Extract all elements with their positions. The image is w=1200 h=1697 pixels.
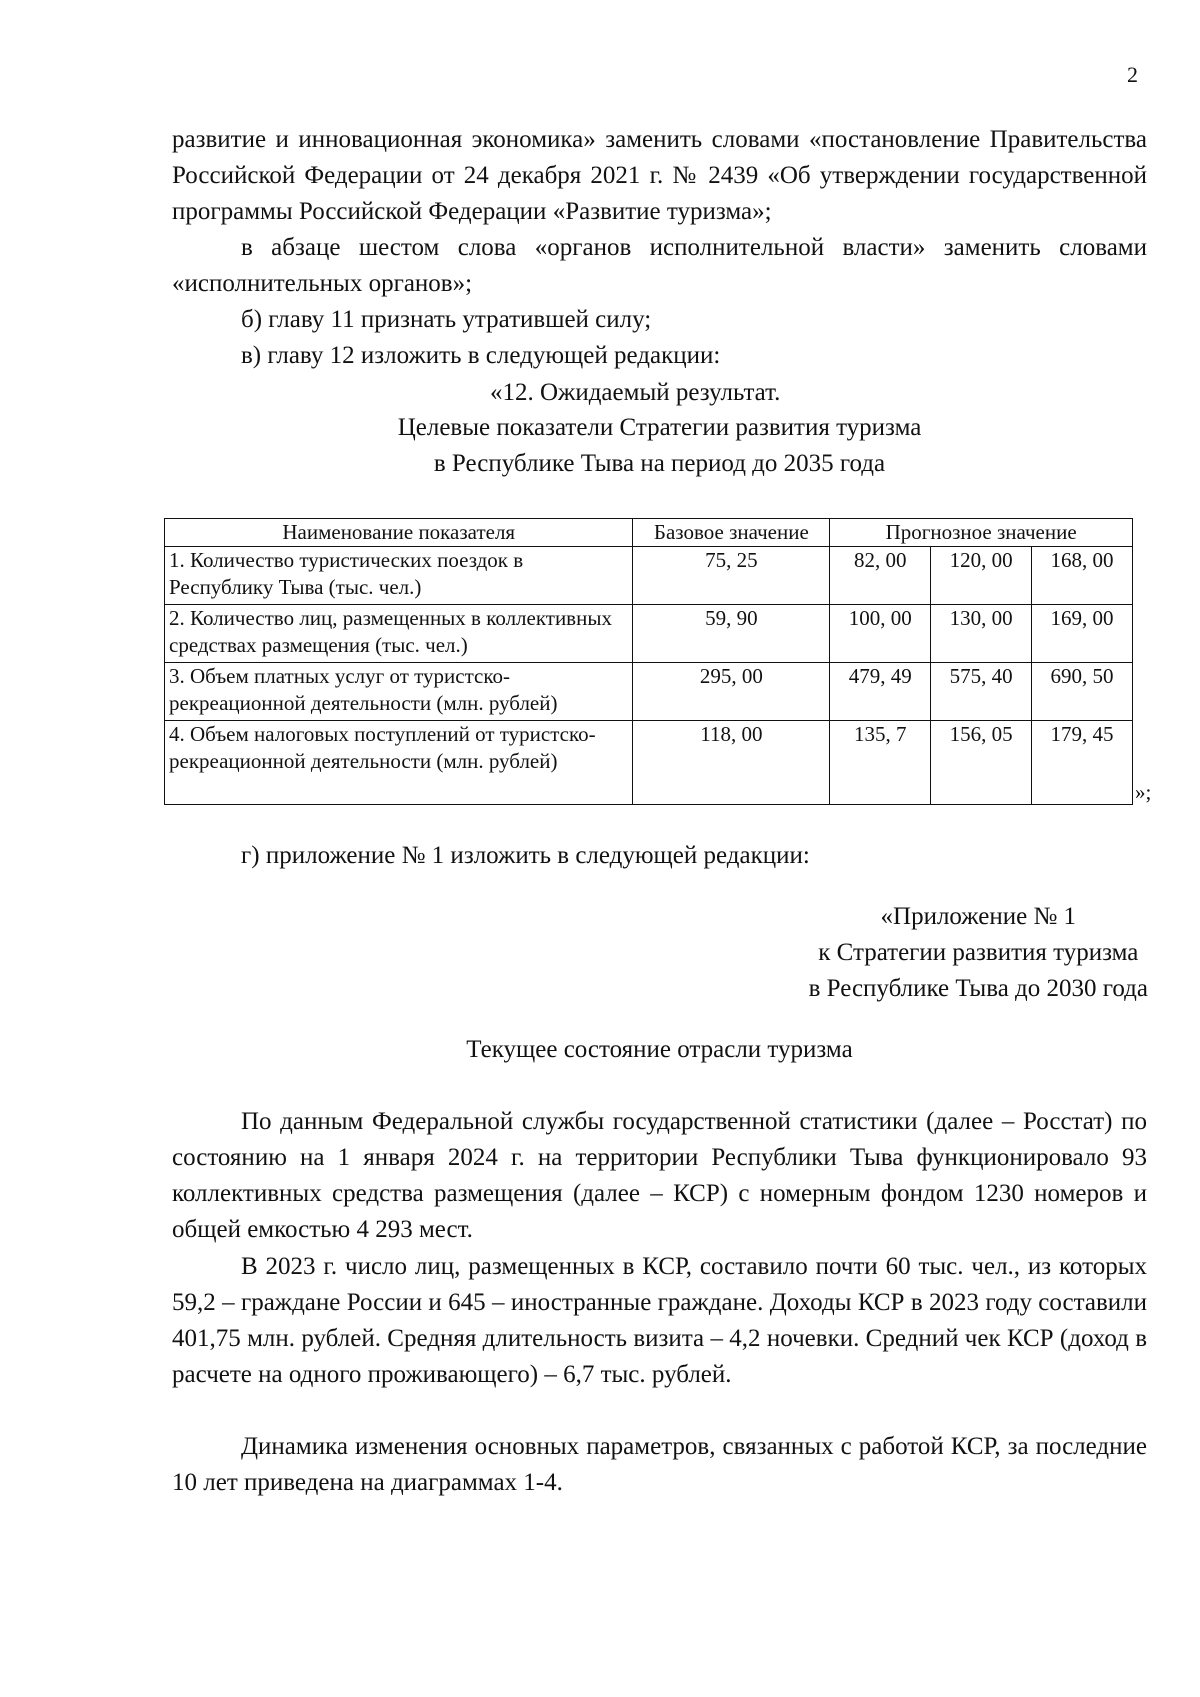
- appendix-header-line3: в Республике Тыва до 2030 года: [808, 975, 1148, 1002]
- table-closing-mark: »;: [1135, 780, 1152, 804]
- paragraph-1: развитие и инновационная экономика» заменить словами «постановление Правительства Российской Федерации от 24 декабря 2021 г. № 2439 «Об утверждении государственной программы Российской Федерации «Развитие туризма»;: [172, 126, 1147, 225]
- body-paragraph-2: В 2023 г. число лиц, размещенных в КСР, составило почти 60 тыс. чел., из которых 59,2 – граждане России и 645 – иностранные граждане. Доходы КСР в 2023 году составили 401,75 млн. рублей. Средняя длительность визита – 4,2 ночевки. Средний чек КСР (доход в расчете на одного проживающего) – 6,7 тыс. рублей.: [172, 1253, 1147, 1388]
- appendix-header: [809, 899, 1148, 1007]
- item-b: б) главу 11 признать утратившей силу;: [241, 306, 652, 333]
- table-row: [165, 663, 1133, 721]
- appendix-header-line2: к Стратегии развития туризма: [818, 939, 1139, 966]
- section-title-line3: в Республике Тыва на период до 2035 года: [433, 450, 886, 477]
- row-forecast-1: 135, 7: [830, 721, 931, 805]
- row-base: 59, 90: [633, 605, 830, 663]
- row-forecast-3: 169, 00: [1032, 605, 1133, 663]
- header-forecast: Прогнозное значение: [830, 519, 1133, 547]
- section-title-line1: «12. Ожидаемый результат.: [490, 379, 781, 406]
- row-name: 4. Объем налоговых поступлений от туристско-рекреационной деятельности (млн. рублей): [165, 721, 633, 805]
- row-forecast-2: 130, 00: [931, 605, 1032, 663]
- row-forecast-1: 100, 00: [830, 605, 931, 663]
- row-forecast-2: 156, 05: [931, 721, 1032, 805]
- appendix-title: Текущее состояние отрасли туризма: [466, 1036, 853, 1063]
- header-name: Наименование показателя: [165, 519, 633, 547]
- row-name: 1. Количество туристических поездок в Республику Тыва (тыс. чел.): [165, 547, 633, 605]
- row-name: 2. Количество лиц, размещенных в коллективных средствах размещения (тыс. чел.): [165, 605, 633, 663]
- row-forecast-1: 82, 00: [830, 547, 931, 605]
- row-forecast-2: 120, 00: [931, 547, 1032, 605]
- row-forecast-3: 690, 50: [1032, 663, 1133, 721]
- section-title-line2: Целевые показатели Стратегии развития туризма: [397, 414, 922, 441]
- indicators-table: [164, 518, 1133, 805]
- header-base: Базовое значение: [633, 519, 830, 547]
- table-header-row: [165, 519, 1133, 547]
- item-v: в) главу 12 изложить в следующей редакции:: [241, 342, 721, 369]
- table-row: [165, 721, 1133, 805]
- row-forecast-3: 168, 00: [1032, 547, 1133, 605]
- row-base: 75, 25: [633, 547, 830, 605]
- row-forecast-1: 479, 49: [830, 663, 931, 721]
- table-row: [165, 547, 1133, 605]
- body-paragraph-1: По данным Федеральной службы государственной статистики (далее – Росстат) по состоянию на 1 января 2024 г. на территории Республики Тыва функционировало 93 коллективных средства размещения (далее – КСР) с номерным фондом 1230 номеров и общей емкостью 4 293 мест.: [172, 1108, 1147, 1243]
- body-paragraph-3: Динамика изменения основных параметров, связанных с работой КСР, за последние 10 лет приведена на диаграммах 1-4.: [172, 1433, 1147, 1496]
- page-number: 2: [1127, 62, 1138, 87]
- row-base: 118, 00: [633, 721, 830, 805]
- row-name: 3. Объем платных услуг от туристско-рекреационной деятельности (млн. рублей): [165, 663, 633, 721]
- row-forecast-2: 575, 40: [931, 663, 1032, 721]
- item-g: г) приложение № 1 изложить в следующей редакции:: [241, 842, 810, 869]
- row-base: 295, 00: [633, 663, 830, 721]
- paragraph-2: в абзаце шестом слова «органов исполнительной власти» заменить словами «исполнительных органов»;: [172, 234, 1147, 297]
- row-forecast-3: 179, 45: [1032, 721, 1133, 805]
- table-row: [165, 605, 1133, 663]
- appendix-header-line1: «Приложение № 1: [880, 903, 1077, 930]
